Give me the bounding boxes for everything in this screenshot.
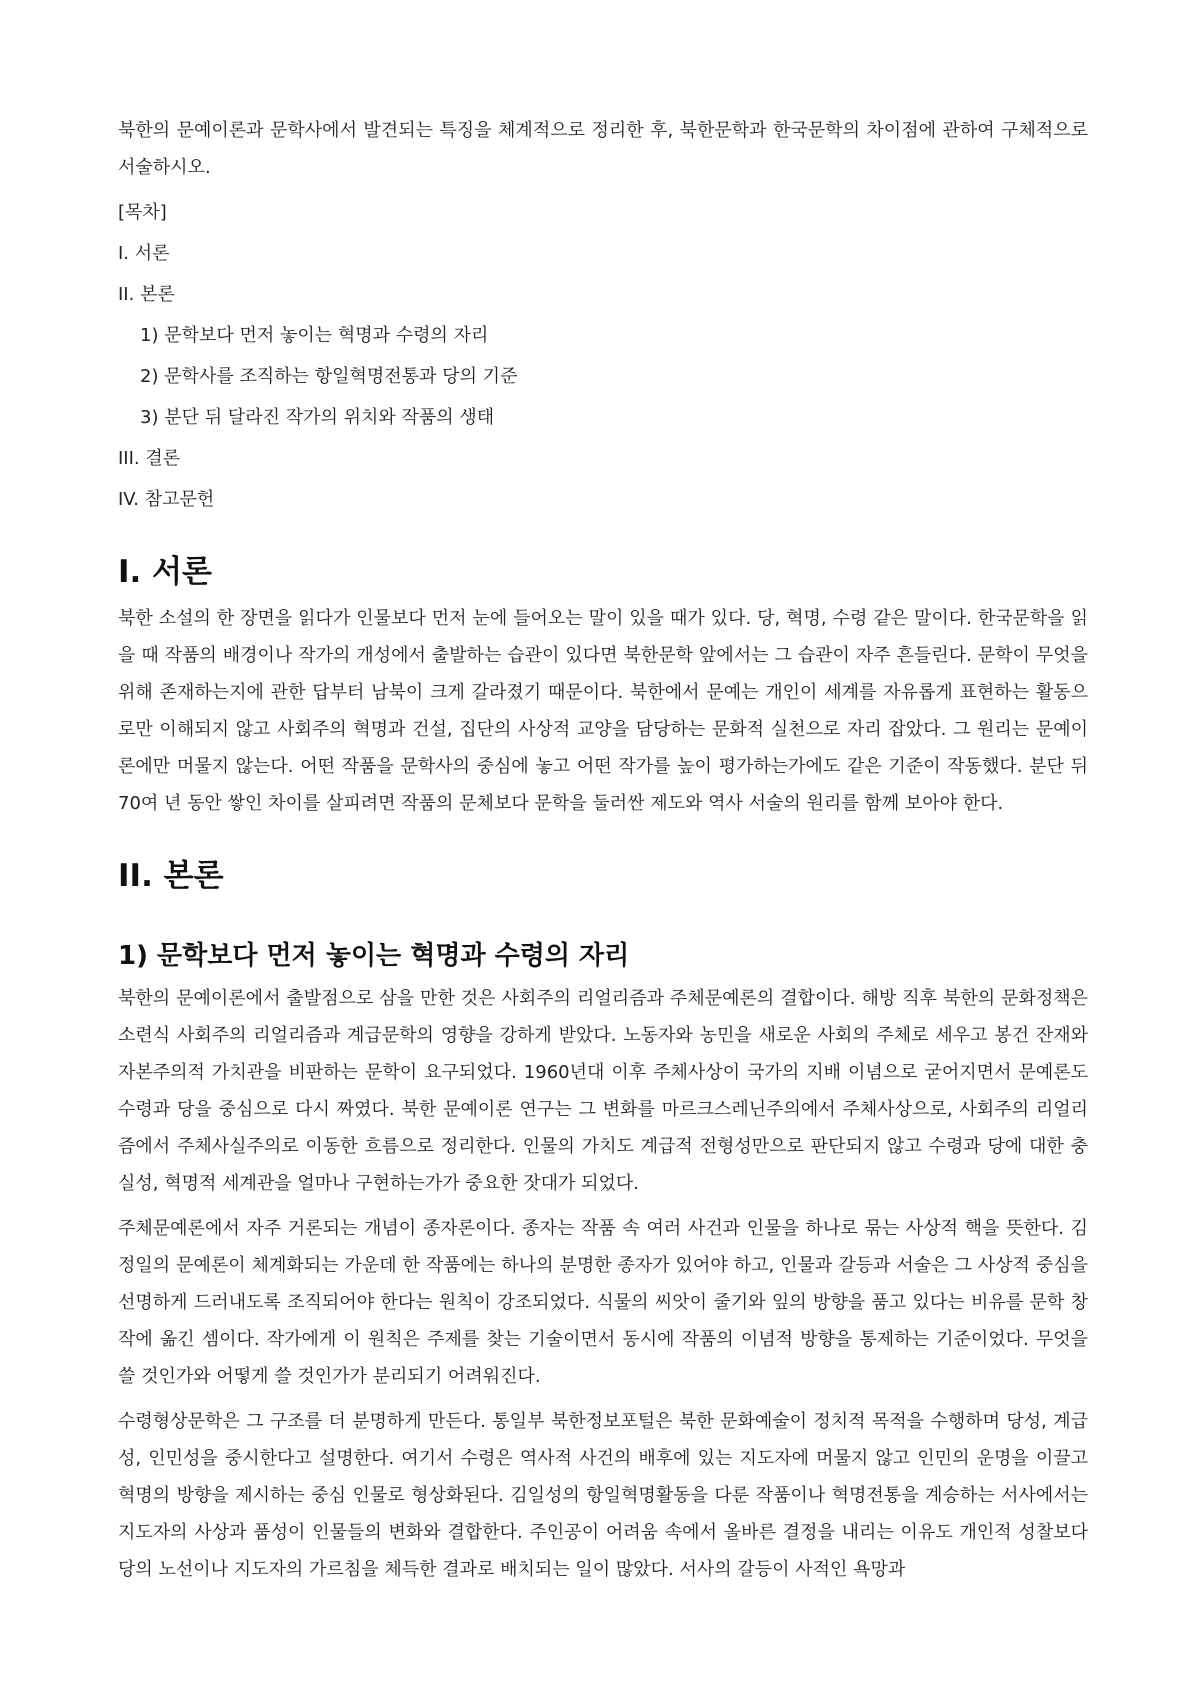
body-sub1-heading: 1) 문학보다 먼저 놓이는 혁명과 수령의 자리 <box>118 941 630 971</box>
toc-item-references: IV. 참고문헌 <box>118 489 215 510</box>
toc-item-intro: I. 서론 <box>118 243 170 264</box>
intro-paragraph: 북한 소설의 한 장면을 읽다가 인물보다 먼저 눈에 들어오는 말이 있을 때가 있다. 당, 혁명, 수령 같은 말이다. 한국문학을 읽을 때 작품의 배경이나 작가의 개성에서 출발하는 습관이 있다면 북한문학 앞에서는 그 습관이 자주 흔들린다. 문학이 무엇을 위해 존재하는지에 관한 답부터 남북이 크게 갈라졌기 때문이다. 북한에서 문예는 개인이 세계를 자유롭게 표현하는 활동으로만 이해되지 않고 사회주의 혁명과 건설, 집단의 사상적 교양을 담당하는 문화적 실천으로 자리 잡았다. 그 원리는 문예이론에만 머물지 않는다. 어떤 작품을 문학사의 중심에 놓고 어떤 작가를 높이 평가하는가에도 같은 기준이 작동했다. 분단 뒤 70여 년 동안 쌓인 차이를 살피려면 작품의 문체보다 문학을 둘러싼 제도와 역사 서술의 원리를 함께 보아야 한다. <box>118 608 1088 814</box>
toc-item-body: II. 본론 <box>118 284 175 305</box>
body-heading: II. 본론 <box>118 858 224 894</box>
question-text: 북한의 문예이론과 문학사에서 발견되는 특징을 체계적으로 정리한 후, 북한문학과 한국문학의 차이점에 관하여 구체적으로 서술하시오. <box>118 120 1088 178</box>
toc-title: [목차] <box>118 202 167 223</box>
body-sub1-paragraph-3: 수령형상문학은 그 구조를 더 분명하게 만든다. 통일부 북한정보포털은 북한 문화예술이 정치적 목적을 수행하며 당성, 계급성, 인민성을 중시한다고 설명한다. 여기서 수령은 역사적 사건의 배후에 있는 지도자에 머물지 않고 인민의 운명을 이끌고 혁명의 방향을 제시하는 중심 인물로 형상화된다. 김일성의 항일혁명활동을 다룬 작품이나 혁명전통을 계승하는 서사에서는 지도자의 사상과 품성이 인물들의 변화와 결합한다. 주인공이 어려움 속에서 올바른 결정을 내리는 이유도 개인적 성찰보다 당의 노선이나 지도자의 가르침을 체득한 결과로 배치되는 일이 많았다. 서사의 갈등이 사적인 욕망과 <box>118 1411 1088 1580</box>
toc-item-conclusion: III. 결론 <box>118 448 181 469</box>
body-sub1-paragraph-1: 북한의 문예이론에서 출발점으로 삼을 만한 것은 사회주의 리얼리즘과 주체문예론의 결합이다. 해방 직후 북한의 문화정책은 소련식 사회주의 리얼리즘과 계급문학의 영향을 강하게 받았다. 노동자와 농민을 새로운 사회의 주체로 세우고 봉건 잔재와 자본주의적 가치관을 비판하는 문학이 요구되었다. 1960년대 이후 주체사상이 국가의 지배 이념으로 굳어지면서 문예론도 수령과 당을 중심으로 다시 짜였다. 북한 문예이론 연구는 그 변화를 마르크스레닌주의에서 주체사상으로, 사회주의 리얼리즘에서 주체사실주의로 이동한 흐름으로 정리한다. 인물의 가치도 계급적 전형성만으로 판단되지 않고 수령과 당에 대한 충실성, 혁명적 세계관을 얼마나 구현하는가가 중요한 잣대가 되었다. <box>118 988 1088 1194</box>
table-of-contents <box>118 194 1088 518</box>
toc-item-body-1: 1) 문학보다 먼저 놓이는 혁명과 수령의 자리 <box>140 325 489 346</box>
intro-heading: I. 서론 <box>118 554 212 590</box>
toc-item-body-3: 3) 분단 뒤 달라진 작가의 위치와 작품의 생태 <box>140 407 495 428</box>
body-sub1-paragraph-2: 주체문예론에서 자주 거론되는 개념이 종자론이다. 종자는 작품 속 여러 사건과 인물을 하나로 묶는 사상적 핵을 뜻한다. 김정일의 문예론이 체계화되는 가운데 한 작품에는 하나의 분명한 종자가 있어야 하고, 인물과 갈등과 서술은 그 사상적 중심을 선명하게 드러내도록 조직되어야 한다는 원칙이 강조되었다. 식물의 씨앗이 줄기와 잎의 방향을 품고 있다는 비유를 문학 창작에 옮긴 셈이다. 작가에게 이 원칙은 주제를 찾는 기술이면서 동시에 작품의 이념적 방향을 통제하는 기준이었다. 무엇을 쓸 것인가와 어떻게 쓸 것인가가 분리되기 어려워진다. <box>118 1218 1088 1387</box>
toc-item-body-2: 2) 문학사를 조직하는 항일혁명전통과 당의 기준 <box>140 366 518 387</box>
